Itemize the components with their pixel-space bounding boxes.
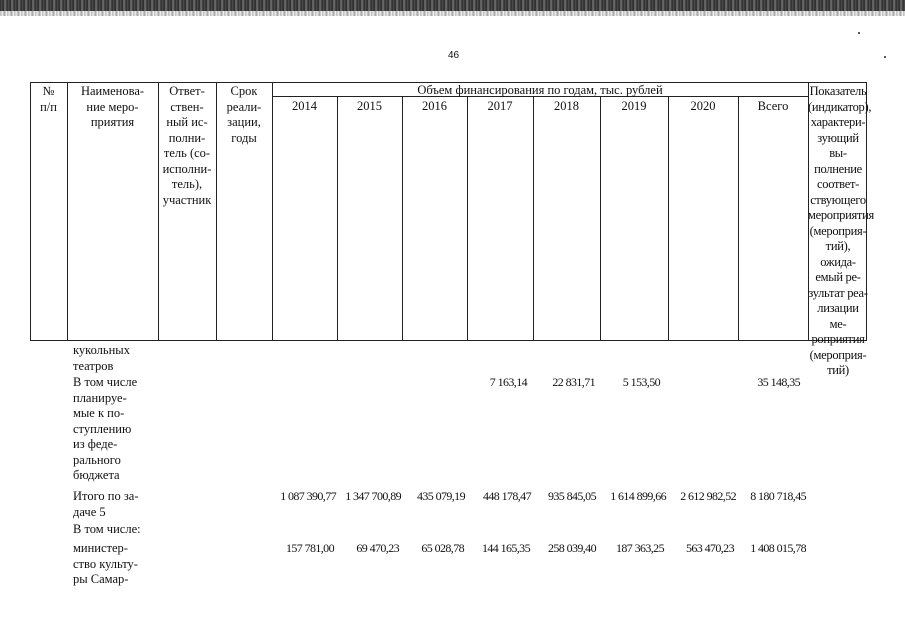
ministry-2018-value: 258 039,40: [547, 541, 596, 555]
task5-2014-value: 1 087 390,77: [280, 489, 336, 503]
row-name-puppet-theatres: кукольных театров: [73, 343, 130, 373]
year-2019: 2019: [621, 99, 647, 113]
year-2014: 2014: [292, 99, 317, 113]
scan-noise-bar: [0, 0, 905, 16]
year-2016: 2016: [422, 99, 447, 113]
year-total: Всего: [757, 99, 789, 113]
year-2017: 2017: [487, 99, 513, 113]
task5-2017-value: 448 178,47: [482, 489, 531, 503]
ministry-2017-value: 144 165,35: [481, 541, 530, 555]
page-number: 46: [448, 50, 460, 61]
scan-speck: [858, 32, 860, 34]
task5-2016-value: 435 079,19: [416, 489, 465, 503]
federal-2018-value: 22 831,71: [552, 375, 595, 389]
scan-speck: [884, 56, 886, 58]
task5-2015-value: 1 347 700,89: [345, 489, 401, 503]
row-name-federal-budget: В том числе планируе- мые к по- ступлению из феде- рального бюджета: [73, 375, 138, 482]
header-event-name: Наименова- ние меро- приятия: [80, 84, 145, 129]
year-2015: 2015: [357, 99, 382, 113]
task5-total-value: 8 180 718,45: [750, 489, 806, 503]
ministry-total-value: 1 408 015,78: [750, 541, 806, 555]
ministry-2016-value: 65 028,78: [421, 541, 464, 555]
federal-2017-value: 7 163,14: [489, 375, 527, 389]
header-term: Срок реали- зации, годы: [226, 84, 262, 145]
header-number: № п/п: [40, 84, 57, 114]
year-2020: 2020: [690, 99, 716, 113]
federal-total-value: 35 148,35: [757, 375, 800, 389]
ministry-2019-value: 187 363,25: [615, 541, 664, 555]
header-executor: Ответ- ствен- ный ис- полни- тель (со- исполни- тель), участник: [162, 84, 212, 207]
row-name-including: В том числе:: [73, 522, 141, 536]
header-indicator: Показатель (индикатор), характери- зующий вы- полнение соответ- ствующего мероприятия (мероприя- тий), ожида- емый ре- зультат реа- лизации ме- роприятия (мероприя- тий): [808, 84, 874, 377]
row-name-ministry-culture: министер- ство культу- ры Самар-: [73, 541, 138, 586]
ministry-2014-value: 157 781,00: [285, 541, 334, 555]
row-name-task-5-total: Итого по за- даче 5: [73, 489, 139, 519]
ministry-2020-value: 563 470,23: [685, 541, 734, 555]
task5-2019-value: 1 614 899,66: [610, 489, 666, 503]
header-funding: Объем финансирования по годам, тыс. рублей: [417, 83, 663, 97]
task5-2018-value: 935 845,05: [547, 489, 596, 503]
ministry-2015-value: 69 470,23: [356, 541, 399, 555]
task5-2020-value: 2 612 982,52: [680, 489, 736, 503]
year-2018: 2018: [554, 99, 579, 113]
federal-2019-value: 5 153,50: [622, 375, 660, 389]
